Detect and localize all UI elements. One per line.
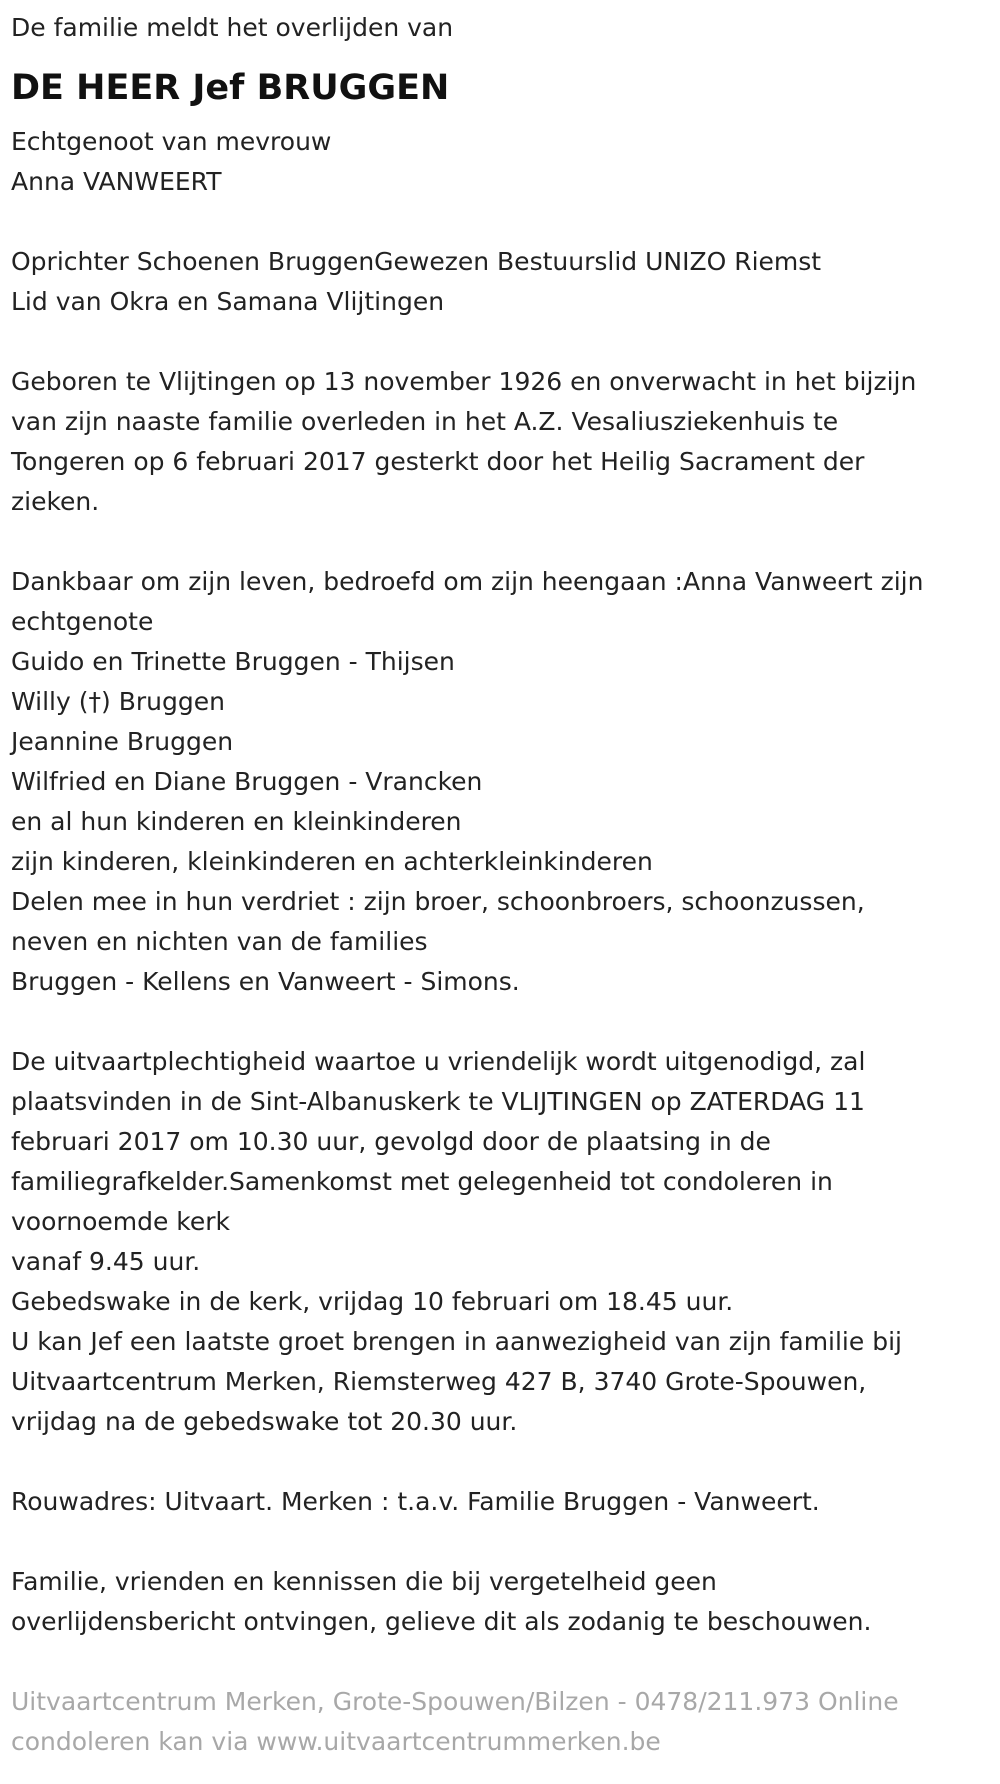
spouse-label: Echtgenoot van mevrouw	[11, 127, 332, 156]
paragraph-line: Geboren te Vlijtingen op 13 november 1926 en onverwacht in het bijzijn	[11, 367, 917, 396]
paragraph-line: Tongeren op 6 februari 2017 gesterkt door het Heilig Sacrament der	[11, 447, 865, 476]
intro-text: De familie meldt het overlijden van	[11, 13, 454, 42]
ceremony-line: februari 2017 om 10.30 uur, gevolgd door de plaatsing in de	[11, 1127, 771, 1156]
spacer	[11, 1002, 992, 1042]
spacer	[11, 202, 992, 242]
family-line: Dankbaar om zijn leven, bedroefd om zijn heengaan :Anna Vanweert zijn	[11, 567, 924, 596]
family-line: Delen mee in hun verdriet : zijn broer, schoonbroers, schoonzussen,	[11, 887, 865, 916]
spacer	[11, 522, 992, 562]
family-list	[11, 562, 992, 1002]
role-line: Oprichter Schoenen BruggenGewezen Bestuurslid UNIZO Riemst	[11, 247, 822, 276]
funeral-home-footer	[11, 1682, 992, 1762]
ceremony-line: U kan Jef een laatste groet brengen in aanwezigheid van zijn familie bij	[11, 1327, 902, 1356]
family-line: Bruggen - Kellens en Vanweert - Simons.	[11, 967, 520, 996]
ceremony-line: familiegrafkelder.Samenkomst met gelegenheid tot condoleren in	[11, 1167, 833, 1196]
role-line: Lid van Okra en Samana Vlijtingen	[11, 287, 445, 316]
family-line: Jeannine Bruggen	[11, 727, 234, 756]
family-line: Guido en Trinette Bruggen - Thijsen	[11, 647, 455, 676]
footer-line: Uitvaartcentrum Merken, Grote-Spouwen/Bilzen - 0478/211.973 Online	[11, 1687, 899, 1716]
spacer	[11, 1442, 992, 1482]
footer-line: condoleren kan via www.uitvaartcentrummerken.be	[11, 1727, 661, 1756]
closing-line: overlijdensbericht ontvingen, gelieve dit als zodanig te beschouwen.	[11, 1607, 872, 1636]
deceased-name-heading: DE HEER Jef BRUGGEN	[11, 68, 450, 108]
birth-death-paragraph	[11, 362, 992, 522]
family-line: Wilfried en Diane Bruggen - Vrancken	[11, 767, 483, 796]
ceremony-line: vanaf 9.45 uur.	[11, 1247, 201, 1276]
ceremony-line: Gebedswake in de kerk, vrijdag 10 februari om 18.45 uur.	[11, 1287, 734, 1316]
spacer	[11, 1522, 992, 1562]
spouse-name: Anna VANWEERT	[11, 167, 222, 196]
family-line: Willy (†) Bruggen	[11, 687, 225, 716]
family-line: zijn kinderen, kleinkinderen en achterkleinkinderen	[11, 847, 653, 876]
ceremony-line: plaatsvinden in de Sint-Albanuskerk te VLIJTINGEN op ZATERDAG 11	[11, 1087, 865, 1116]
family-line: echtgenote	[11, 607, 154, 636]
paragraph-line: van zijn naaste familie overleden in het A.Z. Vesaliusziekenhuis te	[11, 407, 839, 436]
paragraph-line: zieken.	[11, 487, 100, 516]
mourning-address: Rouwadres: Uitvaart. Merken : t.a.v. Familie Bruggen - Vanweert.	[11, 1487, 820, 1516]
spacer	[11, 1642, 992, 1682]
family-line: neven en nichten van de families	[11, 927, 428, 956]
spacer	[11, 322, 992, 362]
ceremony-line: vrijdag na de gebedswake tot 20.30 uur.	[11, 1407, 518, 1436]
ceremony-line: Uitvaartcentrum Merken, Riemsterweg 427 B, 3740 Grote-Spouwen,	[11, 1367, 867, 1396]
family-line: en al hun kinderen en kleinkinderen	[11, 807, 462, 836]
ceremony-line: De uitvaartplechtigheid waartoe u vriendelijk wordt uitgenodigd, zal	[11, 1047, 866, 1076]
closing-line: Familie, vrienden en kennissen die bij vergetelheid geen	[11, 1567, 717, 1596]
closing-paragraph	[11, 1562, 992, 1642]
ceremony-line: voornoemde kerk	[11, 1207, 231, 1236]
ceremony-paragraph	[11, 1042, 992, 1442]
